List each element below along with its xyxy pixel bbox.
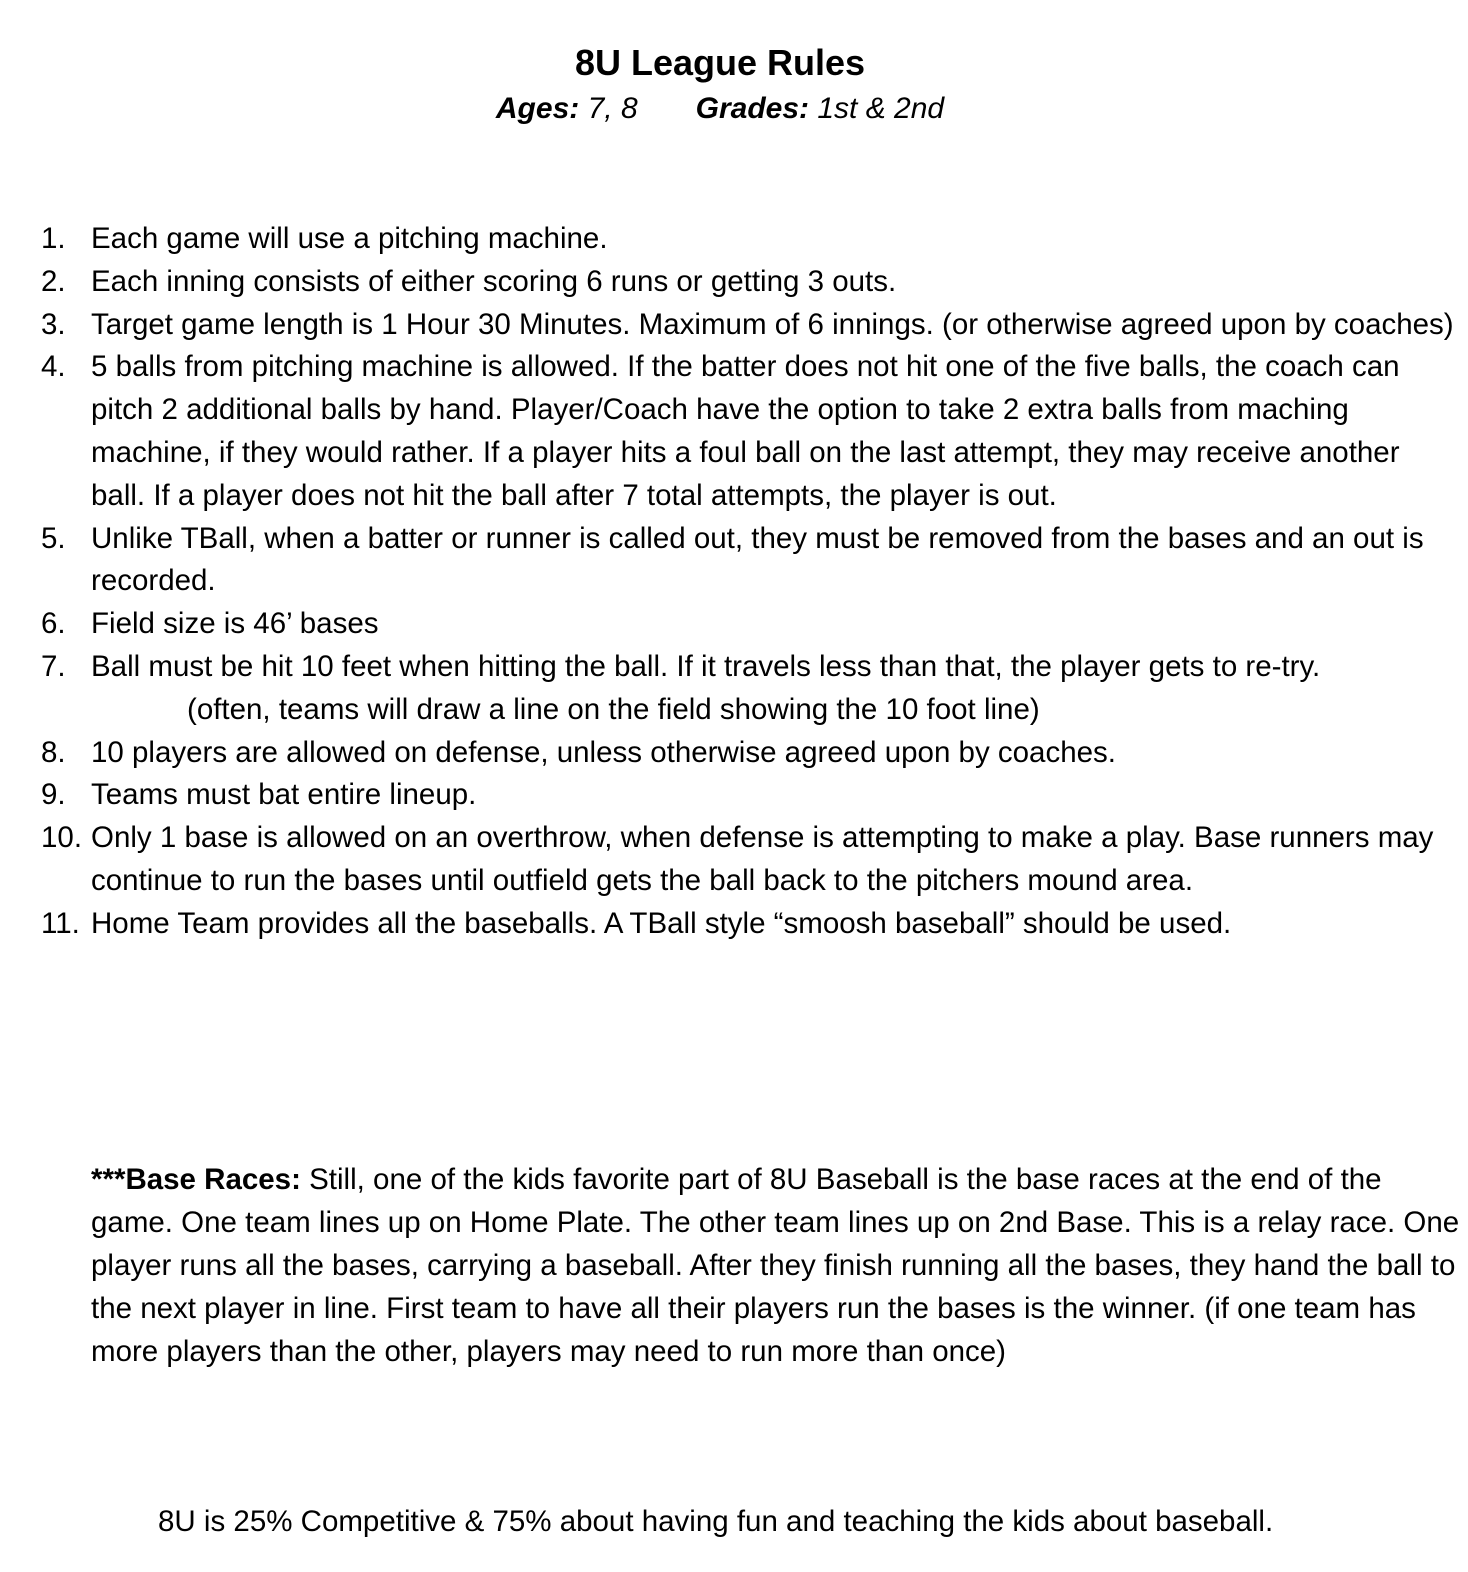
rule-text: Each game will use a pitching machine. xyxy=(91,222,608,255)
base-races-heading: ***Base Races: xyxy=(91,1163,301,1196)
grades-label: Grades: xyxy=(695,92,810,125)
age-grade-line xyxy=(0,88,1440,130)
base-races-paragraph xyxy=(91,1158,1463,1373)
rule-text: Home Team provides all the baseballs. A TBall style “smoosh baseball” should be used. xyxy=(91,906,1232,940)
rule-text: Target game length is 1 Hour 30 Minutes. Maximum of 6 innings. (or otherwise agreed upon by coaches) xyxy=(91,307,1454,341)
rule-number: 7. xyxy=(41,649,66,683)
rule-number: 11. xyxy=(41,906,80,940)
rule-text: Teams must bat entire lineup. xyxy=(91,778,477,812)
rule-number: 4. xyxy=(41,350,66,384)
page-title: 8U League Rules xyxy=(574,42,866,83)
rule-item xyxy=(0,646,1468,732)
rule-text: Ball must be hit 10 feet when hitting the ball. If it travels less than that, the player gets to re-try. xyxy=(91,649,1321,683)
rule-number: 9. xyxy=(41,778,66,812)
rules-list xyxy=(0,218,1468,946)
rule-text: Field size is 46’ bases xyxy=(91,607,379,641)
rule-number: 10. xyxy=(41,821,83,855)
rule-number: 2. xyxy=(41,264,66,298)
rule-text: Unlike TBall, when a batter or runner is called out, they must be removed from the bases and an out is recorded. xyxy=(91,521,1424,598)
footer-note: 8U is 25% Competitive & 75% about having fun and teaching the kids about baseball. xyxy=(158,1505,1274,1538)
ages-label: Ages: xyxy=(495,92,580,125)
rule-item xyxy=(0,346,1468,517)
rule-item xyxy=(0,817,1468,903)
rule-number: 6. xyxy=(41,607,66,641)
rule-item xyxy=(0,732,1468,775)
rule-item xyxy=(0,304,1468,347)
rule-number: 3. xyxy=(41,307,66,341)
rule-text: Each inning consists of either scoring 6 runs or getting 3 outs. xyxy=(91,264,897,298)
ages-value: 7, 8 xyxy=(579,92,638,125)
rule-text: 10 players are allowed on defense, unless otherwise agreed upon by coaches. xyxy=(91,735,1116,769)
rule-item xyxy=(0,261,1468,304)
rule-item xyxy=(0,774,1468,817)
rule-text: 5 balls from pitching machine is allowed. If the batter does not hit one of the five balls, the coach can pitch 2 additional balls by hand. Player/Coach have the option to take 2 extra balls from maching machine, if they would rather. If a player hits a foul ball on the last attempt, they may receive another ball. If a player does not hit the ball after 7 total attempts, the player is out. xyxy=(91,350,1400,512)
rule-item xyxy=(0,218,1468,261)
rule-number: 1. xyxy=(41,222,66,255)
rule-number: 5. xyxy=(41,521,66,555)
rule-text: Only 1 base is allowed on an overthrow, when defense is attempting to make a play. Base runners may continue to run the bases until outfield gets the ball back to the pitchers mound area. xyxy=(91,821,1434,897)
rule-note: (often, teams will draw a line on the field showing the 10 foot line) xyxy=(187,692,1040,726)
grades-value: 1st & 2nd xyxy=(809,92,945,125)
rule-number: 8. xyxy=(41,735,66,769)
rule-item xyxy=(0,903,1468,946)
rule-item xyxy=(0,603,1468,646)
base-races-text: Still, one of the kids favorite part of 8U Baseball is the base races at the end of the game. One team lines up on Home Plate. The other team lines up on 2nd Base. This is a relay race. One player runs all the bases, carrying a baseball. After they finish running all the bases, they hand the ball to the next player in line. First team to have all their players run the bases is the winner. (if one team has more players than the other, players may need to run more than once) xyxy=(91,1163,1460,1368)
rule-item xyxy=(0,518,1468,604)
